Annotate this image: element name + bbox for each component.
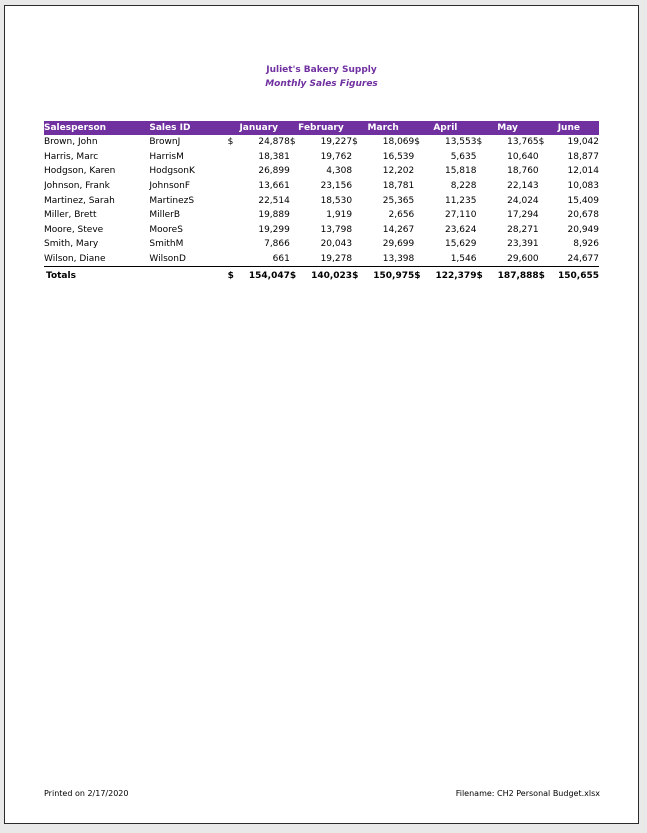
currency-cell[interactable] bbox=[290, 252, 302, 267]
sales-id-cell[interactable]: WilsonD bbox=[149, 252, 227, 267]
sales-value-cell[interactable]: 18,530 bbox=[320, 195, 353, 206]
currency-cell[interactable] bbox=[228, 252, 240, 267]
filename-label: Filename: CH2 Personal Budget.xlsx bbox=[455, 789, 600, 798]
sales-value-cell[interactable]: 19,042 bbox=[567, 137, 599, 148]
table-row bbox=[44, 237, 599, 252]
sales-value-cell[interactable]: 19,278 bbox=[302, 252, 352, 267]
sales-id-cell[interactable]: HarrisM bbox=[149, 151, 184, 162]
sales-value-cell[interactable]: 23,391 bbox=[507, 239, 539, 250]
col-header-march[interactable]: March bbox=[352, 121, 414, 135]
sales-table bbox=[44, 121, 599, 283]
sales-value-cell[interactable]: 19,299 bbox=[258, 224, 290, 235]
currency-cell[interactable]: $ bbox=[538, 137, 545, 148]
salesperson-cell[interactable]: Harris, Marc bbox=[44, 151, 99, 162]
sales-value-cell[interactable]: 7,866 bbox=[264, 239, 290, 250]
currency-cell[interactable] bbox=[476, 164, 488, 179]
currency-cell[interactable] bbox=[290, 164, 302, 179]
currency-cell[interactable] bbox=[476, 193, 488, 208]
currency-cell[interactable] bbox=[228, 208, 240, 223]
currency-cell[interactable] bbox=[476, 237, 488, 252]
sales-value-cell[interactable]: 19,762 bbox=[320, 151, 353, 162]
currency-cell[interactable] bbox=[539, 193, 551, 208]
currency-cell[interactable] bbox=[290, 237, 302, 252]
currency-cell[interactable] bbox=[352, 252, 364, 267]
sales-value-cell[interactable]: 11,235 bbox=[444, 195, 477, 206]
sales-value-cell[interactable]: 27,110 bbox=[444, 210, 477, 221]
sales-value-cell[interactable]: 22,514 bbox=[258, 195, 290, 206]
currency-cell[interactable] bbox=[290, 179, 302, 194]
currency-cell[interactable]: $ bbox=[476, 270, 483, 281]
col-header-sales-id[interactable]: Sales ID bbox=[149, 121, 227, 135]
sales-value-cell[interactable]: 29,699 bbox=[382, 239, 415, 250]
currency-cell[interactable] bbox=[290, 223, 302, 238]
sales-value-cell[interactable]: 26,899 bbox=[258, 166, 290, 177]
currency-cell[interactable] bbox=[228, 150, 240, 165]
table-row bbox=[44, 252, 599, 267]
currency-cell[interactable] bbox=[228, 223, 240, 238]
currency-cell[interactable] bbox=[539, 223, 551, 238]
currency-cell[interactable]: $ bbox=[352, 137, 358, 148]
report-subtitle: Monthly Sales Figures bbox=[265, 79, 378, 89]
sales-value-cell[interactable]: 24,024 bbox=[507, 195, 539, 206]
currency-cell[interactable] bbox=[414, 164, 426, 179]
sales-value-cell[interactable]: 5,635 bbox=[450, 151, 477, 162]
sales-value-cell[interactable]: 15,629 bbox=[444, 239, 477, 250]
currency-cell[interactable] bbox=[290, 193, 302, 208]
currency-cell[interactable] bbox=[352, 208, 364, 223]
sales-id-cell[interactable]: JohnsonF bbox=[149, 181, 191, 192]
currency-cell[interactable] bbox=[228, 179, 240, 194]
currency-cell[interactable] bbox=[352, 164, 364, 179]
total-value-cell[interactable]: 122,379 bbox=[435, 270, 477, 281]
sales-value-cell[interactable]: 20,043 bbox=[320, 239, 353, 250]
currency-cell[interactable] bbox=[228, 237, 240, 252]
sales-value-cell[interactable]: 13,798 bbox=[320, 224, 353, 235]
sales-value-cell[interactable]: 12,202 bbox=[382, 166, 415, 177]
currency-cell[interactable] bbox=[476, 223, 488, 238]
col-header-april[interactable]: April bbox=[414, 121, 476, 135]
currency-cell[interactable] bbox=[539, 179, 551, 194]
sales-id-cell[interactable]: MooreS bbox=[149, 224, 183, 235]
currency-cell[interactable]: $ bbox=[414, 137, 420, 148]
currency-cell[interactable]: $ bbox=[227, 137, 234, 148]
table-row bbox=[44, 208, 599, 223]
table-row bbox=[44, 135, 599, 150]
salesperson-cell[interactable]: Brown, John bbox=[44, 137, 98, 148]
printed-date: Printed on 2/17/2020 bbox=[44, 789, 129, 798]
currency-cell[interactable]: $ bbox=[476, 137, 483, 148]
sales-value-cell[interactable]: 13,765 bbox=[507, 137, 539, 148]
total-value-cell[interactable]: 154,047 bbox=[248, 270, 290, 281]
sales-value-cell[interactable]: 14,267 bbox=[382, 224, 415, 235]
sales-value-cell[interactable]: 18,381 bbox=[258, 151, 290, 162]
currency-cell[interactable] bbox=[352, 223, 364, 238]
sales-value-cell[interactable]: 15,409 bbox=[567, 195, 599, 206]
table-row bbox=[44, 179, 599, 194]
sales-value-cell[interactable]: 22,143 bbox=[507, 181, 539, 192]
sales-value-cell[interactable]: 2,656 bbox=[388, 210, 415, 221]
currency-cell[interactable] bbox=[476, 252, 488, 267]
total-value-cell[interactable]: 140,023 bbox=[311, 270, 353, 281]
currency-cell[interactable]: $ bbox=[289, 137, 296, 148]
currency-cell[interactable] bbox=[352, 193, 364, 208]
table-row bbox=[44, 164, 599, 179]
currency-cell[interactable] bbox=[352, 179, 364, 194]
sales-value-cell[interactable]: 13,398 bbox=[364, 252, 414, 267]
col-header-june[interactable]: June bbox=[539, 121, 599, 135]
sales-id-cell[interactable]: HodgsonK bbox=[149, 166, 195, 177]
sales-value-cell[interactable]: 29,600 bbox=[489, 252, 539, 267]
sales-body bbox=[44, 135, 599, 283]
sales-value-cell[interactable]: 4,308 bbox=[326, 166, 353, 177]
salesperson-cell[interactable]: Hodgson, Karen bbox=[44, 166, 116, 177]
currency-cell[interactable] bbox=[539, 208, 551, 223]
sales-id-cell[interactable]: BrownJ bbox=[149, 137, 181, 148]
sales-value-cell[interactable]: 10,640 bbox=[507, 151, 539, 162]
sales-id-cell[interactable]: MartinezS bbox=[149, 195, 195, 206]
sales-value-cell[interactable]: 1,546 bbox=[426, 252, 476, 267]
sales-value-cell[interactable]: 8,926 bbox=[573, 239, 599, 250]
currency-cell[interactable] bbox=[414, 252, 426, 267]
sales-value-cell[interactable]: 12,014 bbox=[567, 166, 599, 177]
total-value-cell[interactable]: 187,888 bbox=[497, 270, 539, 281]
col-header-salesperson[interactable]: Salesperson bbox=[44, 121, 149, 135]
table-row bbox=[44, 193, 599, 208]
report-title: Juliet's Bakery Supply bbox=[266, 65, 377, 75]
currency-cell[interactable]: $ bbox=[352, 270, 359, 281]
sales-value-cell[interactable]: 1,919 bbox=[326, 210, 353, 221]
col-header-february[interactable]: February bbox=[290, 121, 352, 135]
currency-cell[interactable] bbox=[290, 150, 302, 165]
table-row bbox=[44, 150, 599, 165]
currency-cell[interactable] bbox=[414, 193, 426, 208]
salesperson-cell[interactable]: Wilson, Diane bbox=[44, 252, 149, 267]
sales-value-cell[interactable]: 10,083 bbox=[567, 181, 599, 192]
currency-cell[interactable] bbox=[414, 208, 426, 223]
currency-cell[interactable]: $ bbox=[227, 270, 234, 281]
currency-cell[interactable] bbox=[228, 193, 240, 208]
sales-value-cell[interactable]: 19,889 bbox=[258, 210, 290, 221]
sales-value-cell[interactable]: 19,227 bbox=[320, 137, 353, 148]
currency-cell[interactable] bbox=[539, 164, 551, 179]
sales-value-cell[interactable]: 17,294 bbox=[507, 210, 539, 221]
sales-value-cell[interactable]: 20,678 bbox=[567, 210, 599, 221]
sales-value-cell[interactable]: 23,156 bbox=[320, 181, 353, 192]
salesperson-cell[interactable]: Moore, Steve bbox=[44, 224, 104, 235]
worksheet-page bbox=[4, 5, 639, 824]
sales-value-cell[interactable]: 20,949 bbox=[567, 224, 599, 235]
header-row bbox=[44, 121, 599, 135]
currency-cell[interactable] bbox=[352, 150, 364, 165]
sales-value-cell[interactable]: 18,781 bbox=[382, 181, 415, 192]
sales-value-cell[interactable]: 23,624 bbox=[444, 224, 477, 235]
sales-value-cell[interactable]: 18,760 bbox=[507, 166, 539, 177]
sales-value-cell[interactable]: 24,878 bbox=[258, 137, 290, 148]
currency-cell[interactable] bbox=[414, 150, 426, 165]
currency-cell[interactable] bbox=[228, 164, 240, 179]
totals-row bbox=[44, 267, 599, 283]
salesperson-cell[interactable]: Johnson, Frank bbox=[44, 181, 110, 192]
currency-cell[interactable] bbox=[476, 208, 488, 223]
totals-spacer[interactable] bbox=[149, 267, 227, 283]
currency-cell[interactable] bbox=[414, 179, 426, 194]
totals-label[interactable]: Totals bbox=[46, 270, 76, 281]
sales-value-cell[interactable]: 24,677 bbox=[551, 252, 599, 267]
currency-cell[interactable] bbox=[290, 208, 302, 223]
sales-value-cell[interactable]: 28,271 bbox=[507, 224, 539, 235]
sales-value-cell[interactable]: 13,553 bbox=[444, 137, 477, 148]
total-value-cell[interactable]: 150,975 bbox=[373, 270, 415, 281]
sales-value-cell[interactable]: 13,661 bbox=[258, 181, 290, 192]
sales-value-cell[interactable]: 661 bbox=[240, 252, 290, 267]
currency-cell[interactable] bbox=[352, 237, 364, 252]
currency-cell[interactable] bbox=[414, 223, 426, 238]
currency-cell[interactable] bbox=[539, 237, 551, 252]
sales-value-cell[interactable]: 15,818 bbox=[444, 166, 477, 177]
sales-value-cell[interactable]: 18,069 bbox=[382, 137, 415, 148]
sales-id-cell[interactable]: MillerB bbox=[149, 210, 181, 221]
sales-value-cell[interactable]: 25,365 bbox=[382, 195, 415, 206]
total-value-cell[interactable]: 150,655 bbox=[558, 270, 599, 281]
currency-cell[interactable] bbox=[476, 179, 488, 194]
currency-cell[interactable] bbox=[539, 252, 551, 267]
sales-value-cell[interactable]: 16,539 bbox=[382, 151, 415, 162]
currency-cell[interactable]: $ bbox=[414, 270, 421, 281]
currency-cell[interactable] bbox=[414, 237, 426, 252]
salesperson-cell[interactable]: Martinez, Sarah bbox=[44, 195, 115, 206]
currency-cell[interactable] bbox=[476, 150, 488, 165]
col-header-january[interactable]: January bbox=[228, 121, 290, 135]
currency-cell[interactable]: $ bbox=[538, 270, 545, 281]
col-header-may[interactable]: May bbox=[476, 121, 538, 135]
sales-value-cell[interactable]: 18,877 bbox=[567, 151, 599, 162]
salesperson-cell[interactable]: Smith, Mary bbox=[44, 239, 99, 250]
currency-cell[interactable] bbox=[539, 150, 551, 165]
sales-value-cell[interactable]: 8,228 bbox=[450, 181, 477, 192]
table-row bbox=[44, 223, 599, 238]
sales-id-cell[interactable]: SmithM bbox=[149, 239, 184, 250]
currency-cell[interactable]: $ bbox=[289, 270, 297, 281]
salesperson-cell[interactable]: Miller, Brett bbox=[44, 210, 97, 221]
